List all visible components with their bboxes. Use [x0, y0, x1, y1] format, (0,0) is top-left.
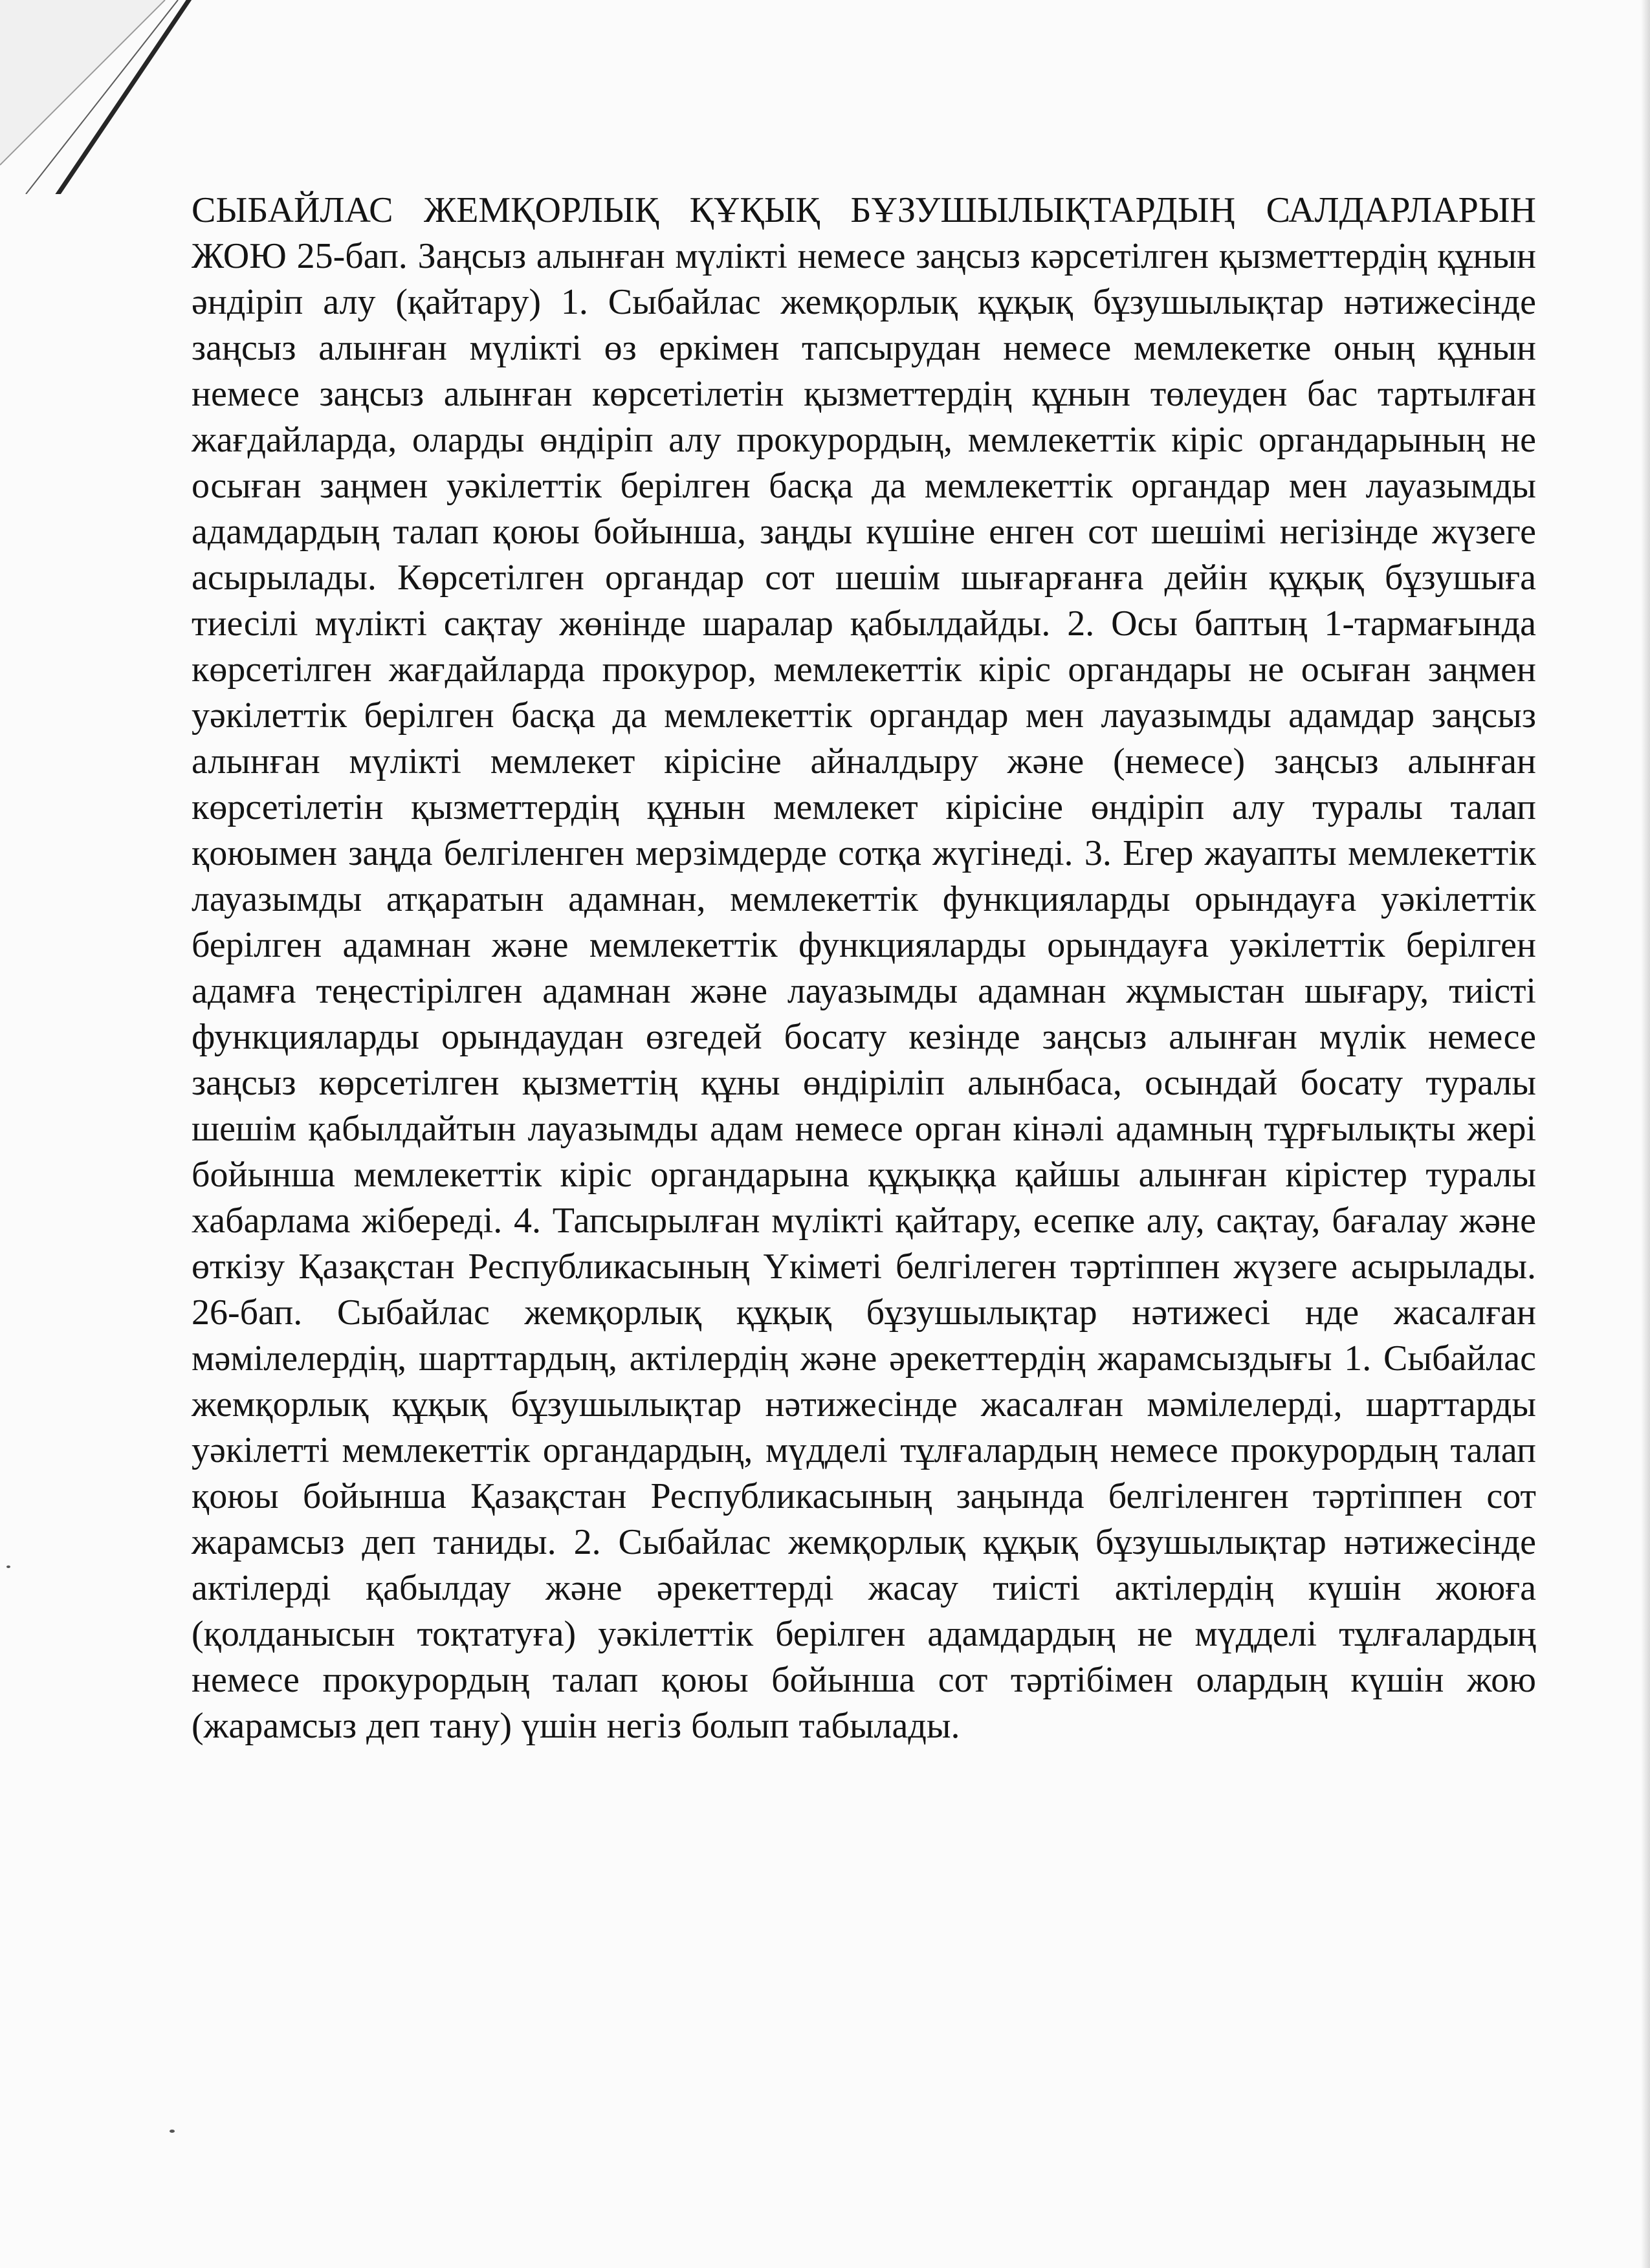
scan-speck [170, 2130, 175, 2133]
folded-corner-mark [0, 0, 194, 194]
scan-edge-shadow [1641, 0, 1650, 2268]
scan-speck [6, 1565, 10, 1568]
document-body [192, 188, 1536, 1749]
body-text: СЫБАЙЛАС ЖЕМҚОРЛЫҚ ҚҰҚЫҚ БҰЗУШЫЛЫҚТАРДЫҢ САЛДАРЛАРЫН ЖОЮ 25-бап. Заңсыз алынған мүлікті немесе заңсыз кәрсетілген қызметтердің құнын әндіріп алу (қайтару) 1. Сыбайлас жемқорлық құқық бұзушылықтар нәтижесінде заңсыз алынған мүлікті өз еркімен тапсырудан немесе мемлекетке оның құнын немесе заңсыз алынған көрсетілетін қызметтердің құнын төлеуден бас тартылған жағдайларда, оларды өндіріп алу прокурордың, мемлекеттік кіріс органдарының не осыған заңмен уәкілеттік берілген басқа да мемлекеттік органдар мен лауазымды адамдардың талап қоюы бойынша, заңды күшіне енген сот шешімі негізінде жүзеге асырылады. Көрсетілген органдар сот шешім шығарғанға дейін құқық бұзушыға тиесілі мүлікті сақтау жөнінде шаралар қабылдайды. 2. Осы баптың 1-тармағында көрсетілген жағдайларда прокурор, мемлекеттік кіріс органдары не осыған заңмен уәкілеттік берілген басқа да мемлекеттік органдар мен лауазымды адамдар заңсыз алынған мүлікті мемлекет кірісіне айналдыру және (немесе) заңсыз алынған көрсетілетін қызметтердің құнын мемлекет кірісіне өндіріп алу туралы талап қоюымен заңда белгіленген мерзімдерде сотқа жүгінеді. 3. Егер жауапты мемлекеттік лауазымды атқаратын адамнан, мемлекеттік функцияларды орындауға уәкілеттік берілген адамнан және мемлекеттік функцияларды орындауға уәкілеттік берілген адамға теңестірілген адамнан және лауазымды адамнан жұмыстан шығару, тиісті функцияларды орындаудан өзгедей босату кезінде заңсыз алынған мүлік немесе заңсыз көрсетілген қызметтің құны өндіріліп алынбаса, осындай босату туралы шешім қабылдайтын лауазымды адам немесе орган кінәлі адамның тұрғылықты жері бойынша мемлекеттік кіріс органдарына құқыққа қайшы алынған кірістер туралы хабарлама жібереді. 4. Тапсырылған мүлікті қайтару, есепке алу, сақтау, бағалау және өткізу Қазақстан Республикасының Үкіметі белгілеген тәртіппен жүзеге асырылады. 26-бап. Сыбайлас жемқорлық құқық бұзушылықтар нәтижесі нде жасалған мәмілелердің, шарттардың, актілердің және әрекеттердің жарамсыздығы 1. Сыбайлас жемқорлық құқық бұзушылықтар нәтижесінде жасалған мәмілелерді, шарттарды уәкілетті мемлекеттік органдардың, мүдделі тұлғалардың немесе прокурордың талап қоюы бойынша Қазақстан Республикасының заңында белгіленген тәртіппен сот жарамсыз деп таниды. 2. Сыбайлас жемқорлық құқық бұзушылықтар нәтижесінде актілерді қабылдау және әрекеттерді жасау тиісті актілердің күшін жоюға (қолданысын тоқтатуға) уәкілеттік берілген адамдардың не мүдделі тұлғалардың немесе прокурордың талап қоюы бойынша сот тәртібімен олардың күшін жою (жарамсыз деп тану) үшін негіз болып табылады. [192, 190, 1536, 1746]
